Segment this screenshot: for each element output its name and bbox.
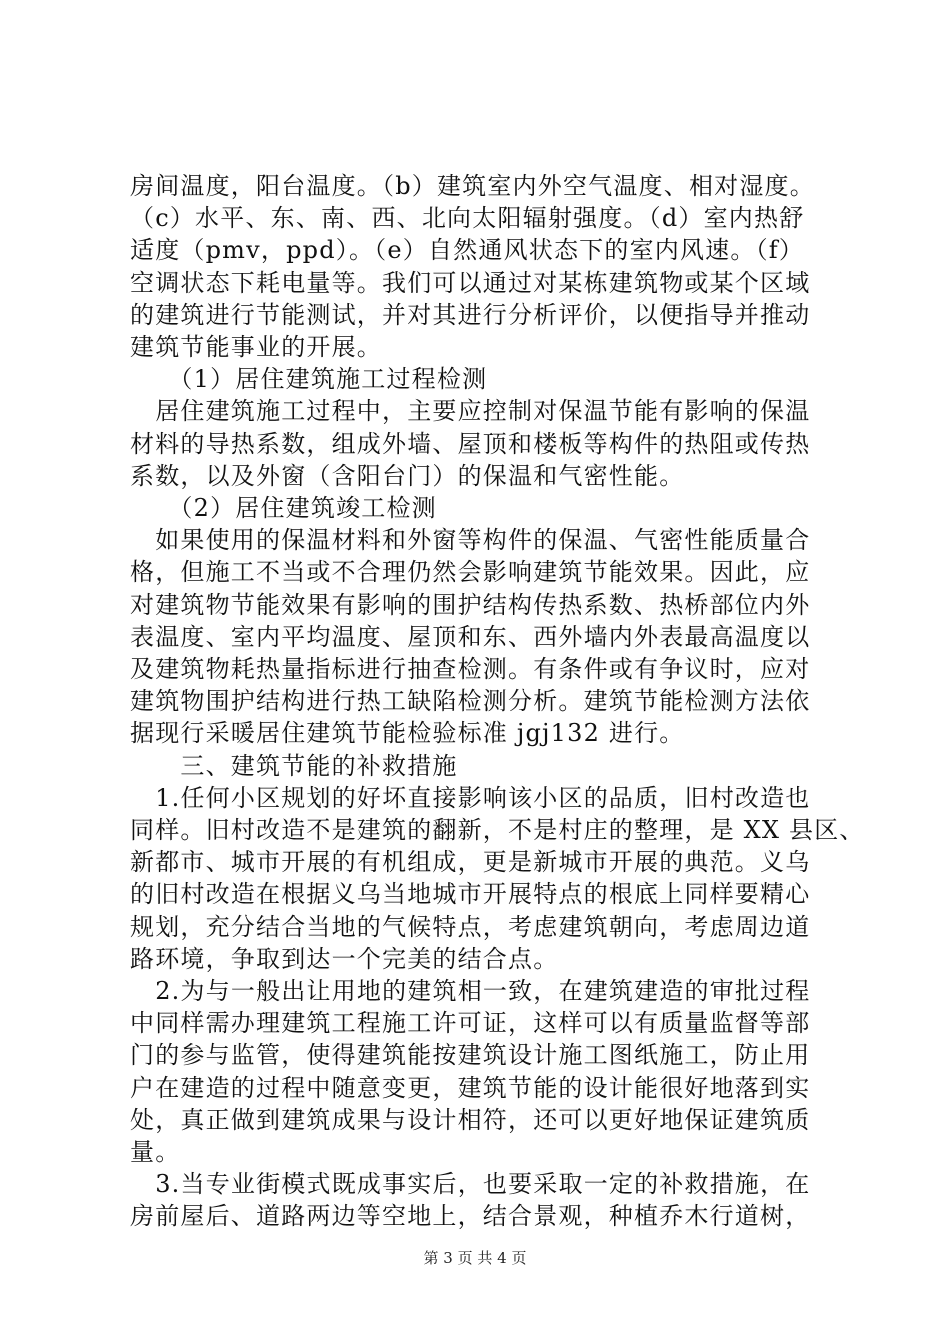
text-line: 2.为与一般出让用地的建筑相一致，在建筑建造的审批过程 bbox=[130, 977, 811, 1005]
text-line: 格，但施工不当或不合理仍然会影响建筑节能效果。因此，应 bbox=[130, 558, 811, 587]
text-line: 材料的导热系数，组成外墙、屋顶和楼板等构件的热阻或传热 bbox=[130, 429, 811, 458]
text-line: 中同样需办理建筑工程施工许可证，这样可以有质量监督等部 bbox=[130, 1009, 811, 1038]
page-number-footer: 第 3 页 共 4 页 bbox=[423, 1249, 527, 1267]
text-line: 处，真正做到建筑成果与设计相符，还可以更好地保证建筑质 bbox=[130, 1105, 811, 1134]
text-line: 规划，充分结合当地的气候特点，考虑建筑朝向，考虑周边道 bbox=[130, 912, 811, 941]
text-line: 空调状态下耗电量等。我们可以通过对某栋建筑物或某个区域 bbox=[130, 268, 811, 297]
text-line: 路环境，争取到达一个完美的结合点。 bbox=[130, 944, 559, 973]
text-line: 及建筑物耗热量指标进行抽查检测。有条件或有争议时，应对 bbox=[130, 655, 811, 683]
section-heading: （1）居住建筑施工过程检测 bbox=[130, 365, 488, 394]
text-line: 适度（pmv，ppd）。（e）自然通风状态下的室内风速。（f） bbox=[130, 236, 805, 265]
section-heading: 三、建筑节能的补救措施 bbox=[130, 751, 458, 780]
section-heading: （2）居住建筑竣工检测 bbox=[130, 494, 437, 522]
text-line: 居住建筑施工过程中，主要应控制对保温节能有影响的保温 bbox=[130, 397, 811, 426]
text-line: 量。 bbox=[130, 1138, 181, 1166]
text-line: 建筑物围护结构进行热工缺陷检测分析。建筑节能检测方法依 bbox=[130, 687, 811, 716]
text-line: 1.任何小区规划的好坏直接影响该小区的品质，旧村改造也 bbox=[130, 783, 811, 812]
text-line: 系数，以及外窗（含阳台门）的保温和气密性能。 bbox=[130, 461, 685, 490]
text-line: （c）水平、东、南、西、北向太阳辐射强度。（d）室内热舒 bbox=[130, 204, 805, 233]
text-line: 表温度、室内平均温度、屋顶和东、西外墙内外表最高温度以 bbox=[130, 622, 811, 651]
text-line: 如果使用的保温材料和外窗等构件的保温、气密性能质量合 bbox=[130, 526, 811, 555]
text-line: 新都市、城市开展的有机组成，更是新城市开展的典范。义乌 bbox=[130, 848, 811, 877]
text-line: 房前屋后、道路两边等空地上，结合景观，种植乔木行道树， bbox=[130, 1202, 811, 1231]
text-line: 门的参与监管，使得建筑能按建筑设计施工图纸施工，防止用 bbox=[130, 1041, 811, 1070]
text-line: 的建筑进行节能测试，并对其进行分析评价，以便指导并推动 bbox=[130, 300, 811, 329]
text-line: 据现行采暖居住建筑节能检验标准 jgj132 进行。 bbox=[130, 719, 685, 748]
text-line: 对建筑物节能效果有影响的围护结构传热系数、热桥部位内外 bbox=[130, 590, 811, 619]
text-line: 同样。旧村改造不是建筑的翻新，不是村庄的整理，是 XX 县区、 bbox=[130, 816, 865, 844]
text-line: 的旧村改造在根据义乌当地城市开展特点的根底上同样要精心 bbox=[130, 880, 811, 909]
text-line: 房间温度，阳台温度。（b）建筑室内外空气温度、相对湿度。 bbox=[130, 172, 815, 200]
text-line: 3.当专业街模式既成事实后，也要采取一定的补救措施，在 bbox=[130, 1170, 811, 1199]
text-line: 建筑节能事业的开展。 bbox=[130, 333, 382, 361]
text-line: 户在建造的过程中随意变更，建筑节能的设计能很好地落到实 bbox=[130, 1073, 811, 1102]
